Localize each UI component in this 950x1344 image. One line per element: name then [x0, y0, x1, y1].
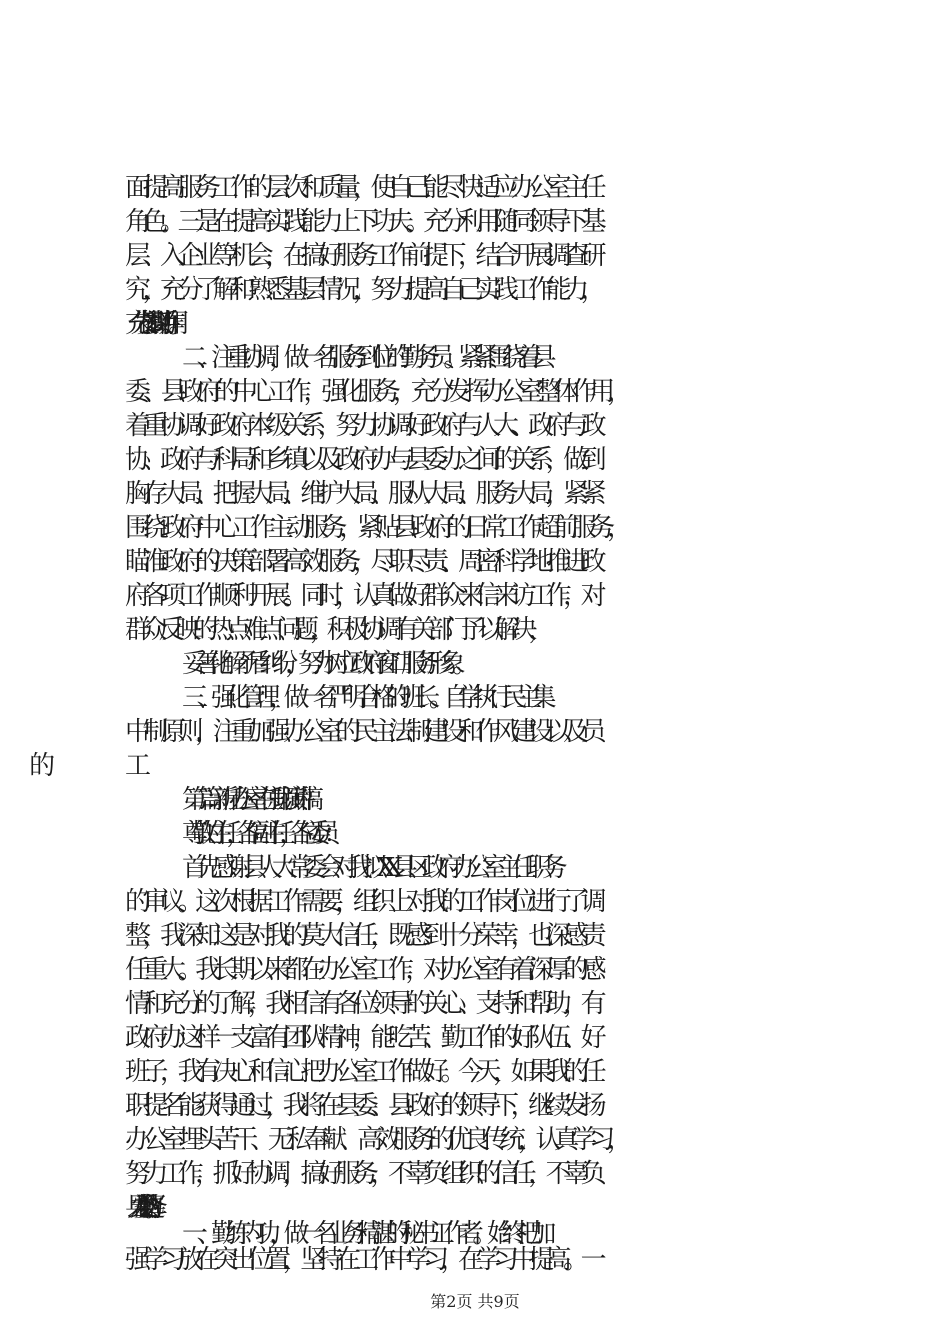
text-line: 情和充分的了解，我相信有各位领导的关心、支持和帮助，有 [125, 989, 599, 1019]
text-line: 任重大。我长期以来都在办公室工作，对办公室有着深厚的感 [125, 955, 599, 985]
text-line: 委、县政府的中心工作，强化服务，充分发挥办公室整体作用， [125, 377, 625, 407]
text-line: 的审议。这次根据工作需要，组织上对我的工作岗位进行了调 [125, 887, 599, 917]
text-line: 瞄准政府的决策部署高效服务，尽职尽责、周密科学地推进政 [125, 547, 599, 577]
salutation: 尊敬的主任，各位副主任，各位委员： [182, 819, 333, 849]
text-line: 县人大常委会的选择。 [125, 1193, 147, 1223]
text-line: 府各项工作顺利开展。同时，认真做好群众来信来访工作，对 [125, 581, 599, 611]
text-line: 中制原则，注重加强办公室的民主法制建设和作风建设以及员 [125, 717, 599, 747]
text-line: 层、入企业等机会，在搞好服务工作前提下，结合开展调查研 [125, 241, 599, 271]
text-line: 究，充分了解和熟悉基层情况，努力提高自己实践工作能力， [125, 275, 599, 305]
text-line: 努力工作，抓好协调，搞好服务，不辜负组织的信任，不辜负 [125, 1159, 599, 1189]
text-line: 胸存大局、把握大局、维护大局、服从大局、服务大局，紧紧 [125, 479, 599, 509]
text-line [125, 749, 950, 783]
text-line: 三、强化管理，做一名严明合格的班长。自学执行民主集 [182, 683, 546, 713]
text-line: 角色。三是在提高实践能力上下功夫。充分利用随同领导下基 [125, 207, 599, 237]
text-line: 一、勤练内功，做一名业务精湛的秘书工作者。始终把加 [182, 1219, 546, 1249]
text-line: 协、政府与科局和乡镇以及政府办与县委办之间的关系，做到 [125, 445, 599, 475]
text-line: 首先感谢县人大常委会对我拟XX县区政府办公室主任职务 [182, 853, 557, 883]
text-line: 妥善化解矛盾纠纷，努力树立政府窗口服务形象。 [182, 649, 466, 679]
text-line: 职提名能获得通过，我将在县委、县政府的领导下，继续发扬 [125, 1091, 599, 1121]
text-line: 整，我深知这是对我的莫大信任，既感到十分荣幸，也深感责 [125, 921, 599, 951]
text-line: 着重协调好政府本级关系，努力协调好政府与人大、政府与政 [125, 411, 599, 441]
page-number: 第2页 共9页 [430, 1292, 520, 1311]
text-line: 办公室埋头苦干、无私奉献、高效服务的优良传统，认真学习， [125, 1125, 625, 1155]
section-heading: 第二篇：新任办公室主任就职演讲稿 [182, 785, 306, 815]
text-line: 围绕政府中心工作主动服务，紧贴县政府的日常工作超前服务， [125, 513, 625, 543]
text-line: 政府办这样一支富有团队精神，能吃苦、勤工作的好队伍、好 [125, 1023, 599, 1053]
text-line: 面提高服务工作的层次和质量，使自己能尽快适应办公室主任 [125, 173, 599, 203]
text-line: 二、注重协调，做一名服务到位的勤务员。紧紧围绕着县 [182, 343, 546, 373]
text-line: 班子，我有决心和信心把办公室工作做好。今天，如果我的任 [125, 1057, 599, 1087]
text-line: 充分发挥参谋助手作用。 [125, 309, 173, 339]
text-line: 群众反映的热点难点问题，积极协调有关部门予以解决， [125, 615, 546, 645]
text-line: 强学习放在突出位置，坚持在工作中学习，在学习中提高。一 [125, 1245, 599, 1275]
